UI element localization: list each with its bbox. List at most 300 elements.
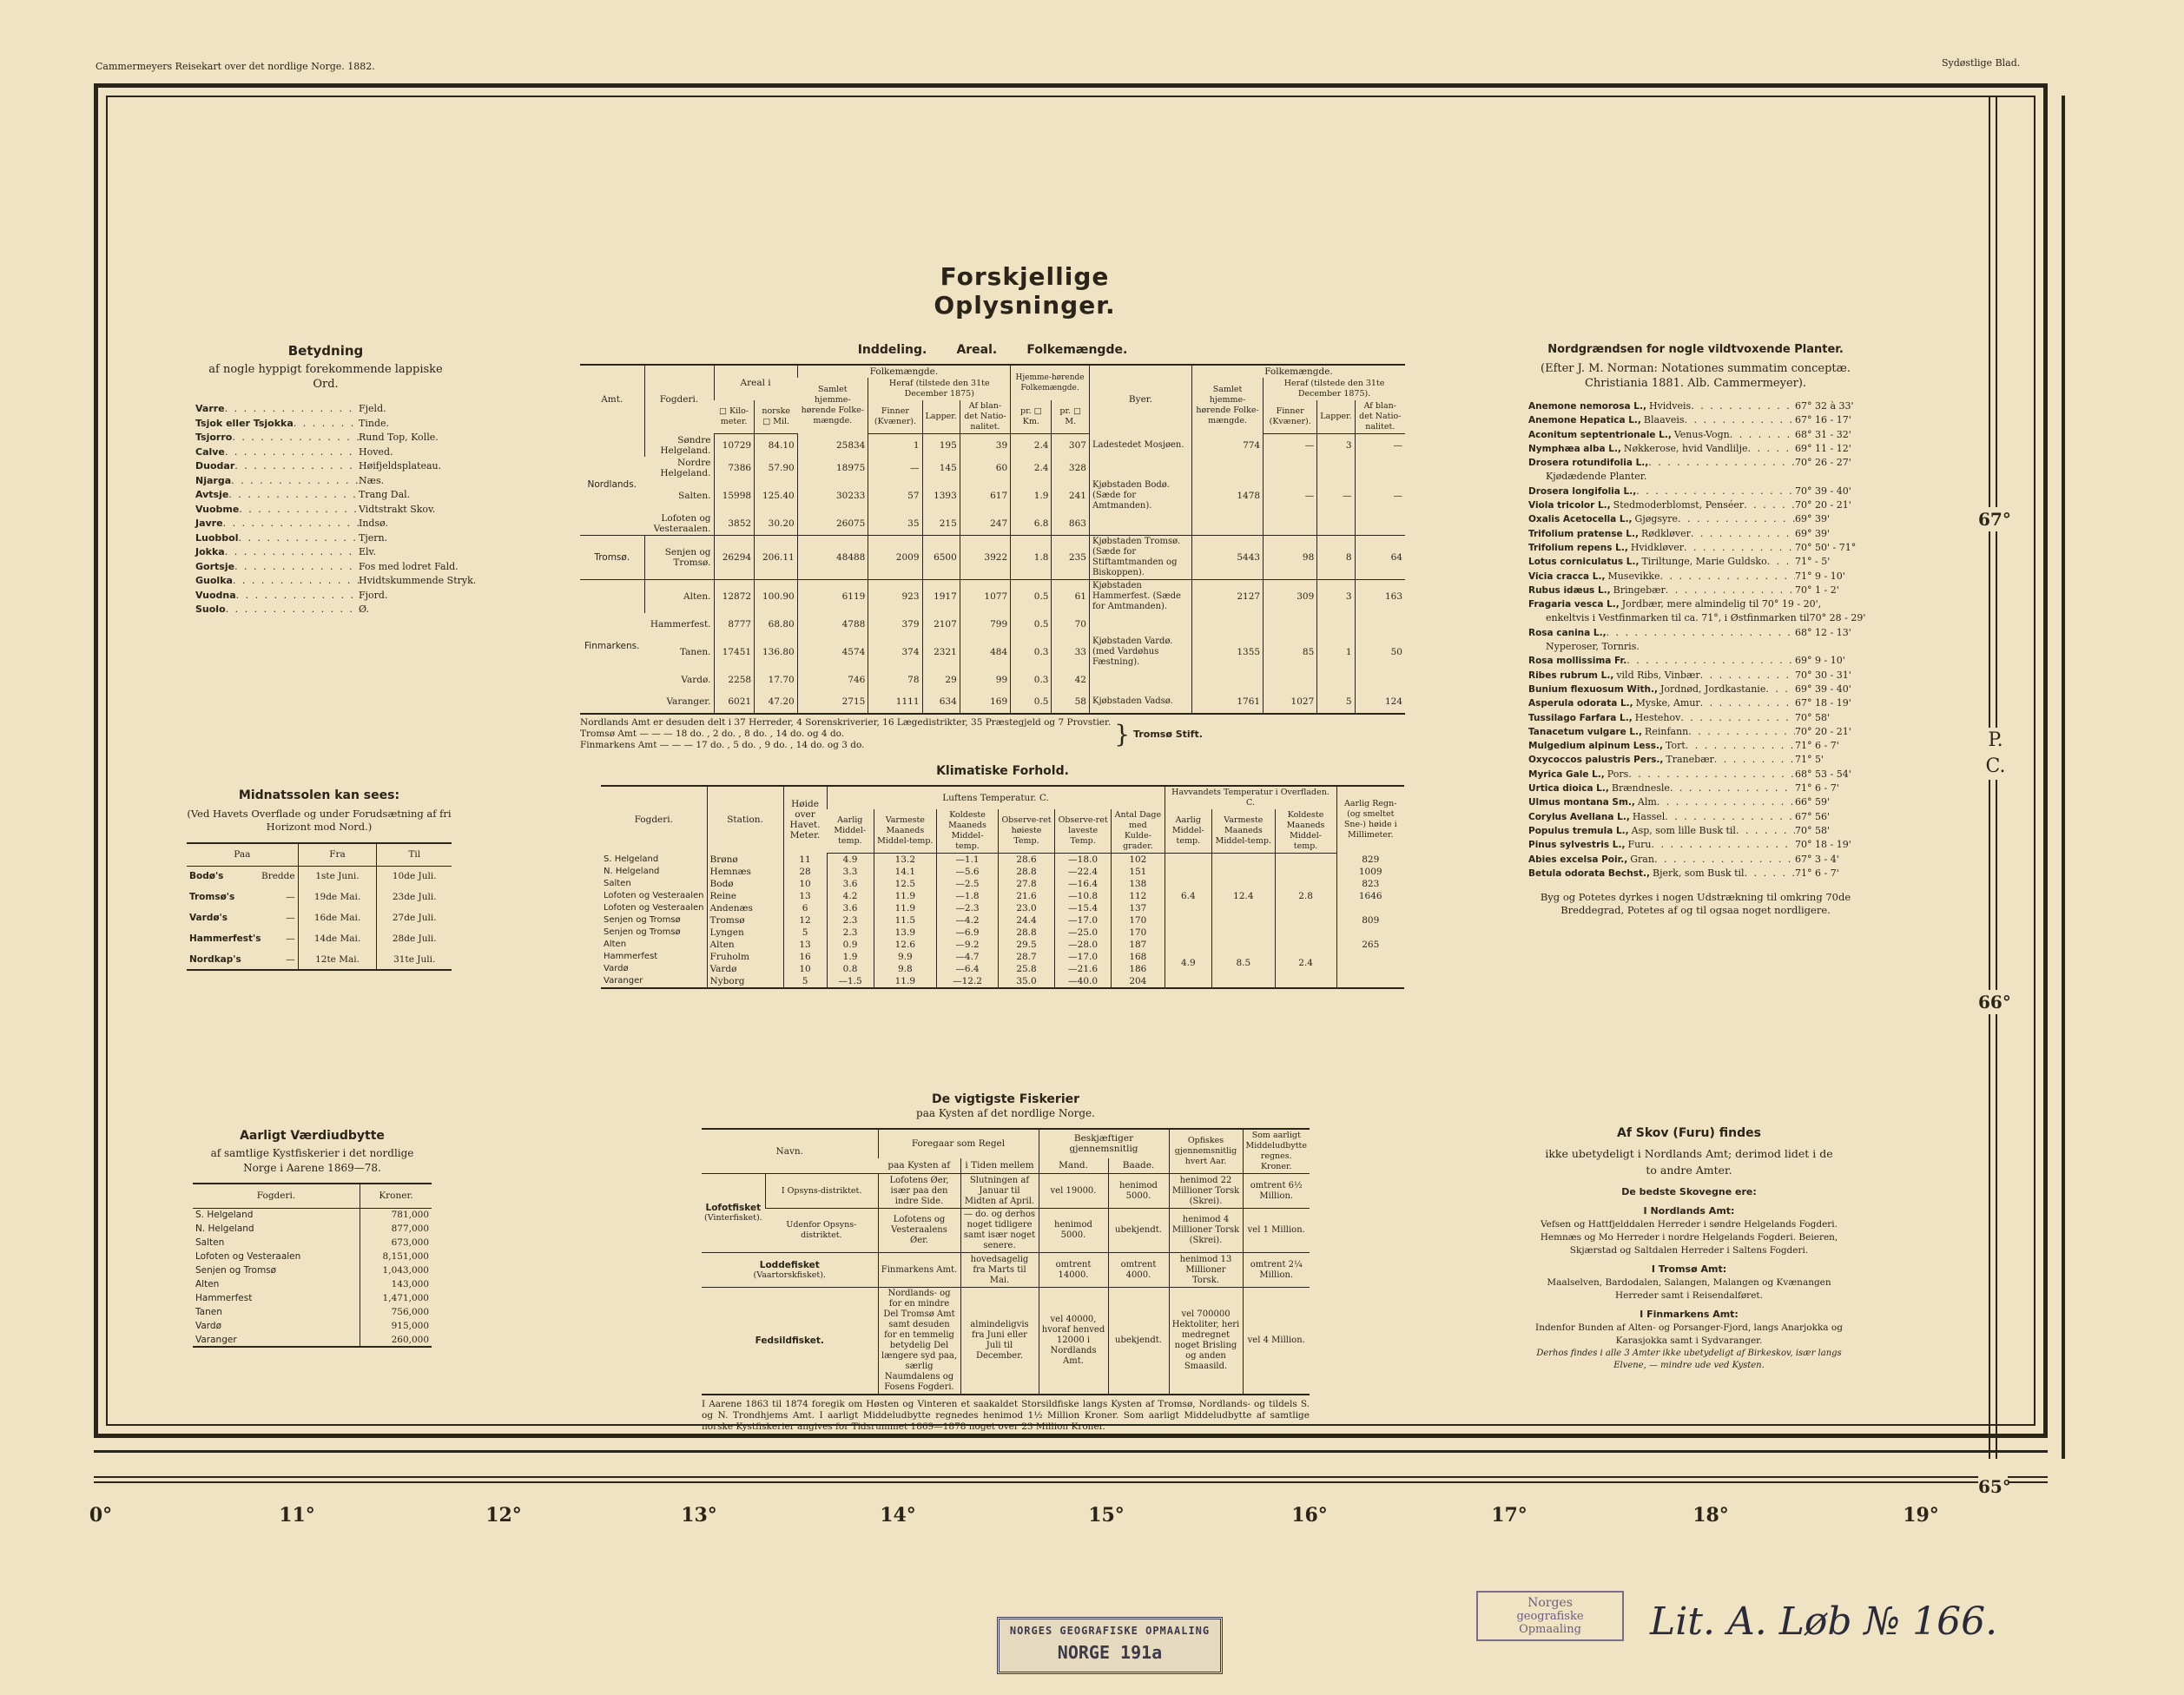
word-row [195,531,456,546]
plant-latitude: 70° 26 - 27' [1795,457,1851,469]
word-row [195,603,456,617]
klima-regn: 265 [1336,939,1404,951]
fisk-baade: ubekjendt. [1108,1209,1169,1253]
hav-varm: 8.5 [1212,939,1276,988]
word-meaning: Indsø. [359,518,389,529]
by-name: Kjøbstaden Hammerfest. (Sæde for Amtmanden). [1089,579,1191,613]
midnat-to: 28de Juli. [377,928,452,949]
leader-dots [1736,824,1795,838]
lappish-word: Avtsje [195,489,229,500]
cell-bland: 799 [960,613,1010,636]
table-row [193,1250,432,1263]
plant-latitude: 68° 12 - 13' [1795,626,1851,638]
table-row [187,907,452,928]
plant-norwegian: Reinfann [1645,725,1689,737]
cell-pm: 33 [1052,636,1090,669]
klima-ol: —16.4 [1055,878,1112,890]
lappish-word: Tsjok eller Tsjokka [195,417,294,429]
place-name: Hammerfest's [189,933,261,944]
border-line [2062,96,2065,1459]
fisk-col-mand: Mand. [1039,1158,1108,1174]
klima-fogderi: S. Helgeland [604,854,659,864]
plant-latin: Aconitum septentrionale L., [1528,429,1672,440]
cell-blap [1317,457,1355,479]
table-row [193,1236,432,1250]
plant-latin: Anemone Hepatica L., [1528,415,1641,426]
header-left: Cammermeyers Reisekart over det nordlige Norge. 1882. [96,61,375,72]
cell-bland: 99 [960,669,1010,691]
vaerdi-kroner: 1,043,000 [360,1263,432,1277]
leader-dots [1691,527,1795,541]
fogderi-name: Søndre Helgeland. [644,434,714,457]
plant-norwegian: Brændnesle [1611,782,1670,795]
word-row [195,574,477,589]
klima-d: 168 [1112,951,1165,963]
skov-finmark-heading: I Finmarkens Amt: [1640,1309,1739,1320]
plant-norwegian: Bringebær [1613,584,1666,596]
plant-row [1528,626,1863,640]
klima-d: 138 [1112,878,1165,890]
klima-oh: 27.8 [998,878,1054,890]
table-row [193,1333,432,1347]
fisk-mand: vel 19000. [1039,1174,1108,1209]
header-right: Sydøstlige Blad. [1942,57,2021,69]
cell-bland: 484 [960,636,1010,669]
word-meaning: Fjeld. [359,403,386,414]
cell-km: 7386 [714,457,755,479]
skov-bedste: De bedste Skovegne ere: [1621,1186,1757,1197]
word-meaning: Ø. [359,603,369,615]
lappish-word: Varre [195,403,225,414]
midnat-to: 31te Juli. [377,949,452,970]
fisk-baade: omtrent 4000. [1108,1253,1169,1288]
leader-dots [1700,696,1795,710]
plant-latitude: 67° 3 - 4' [1795,853,1839,865]
table-row [580,457,1405,479]
klima-col-hoide: Høide over Havet. Meter. [783,786,827,854]
leader-dots [238,531,359,546]
table-row [193,1222,432,1236]
word-meaning: Elv. [359,546,376,557]
skov-tromso: Maalselven, Bardodalen, Salangen, Malangen og Kvænangen Herreder samt i Reisendalføret. [1547,1277,1831,1301]
leader-dots [1700,669,1795,683]
vaerdi-fogderi: Vardø [195,1321,222,1331]
leader-dots [226,603,359,617]
hav-aarlig: 4.9 [1165,939,1212,988]
cell-folk: 30233 [797,479,868,512]
cell-pkm: 0.3 [1011,636,1052,669]
word-row [195,589,456,603]
cell-blap [1317,669,1355,691]
vaerdi-title: Aarligt Værdiudbytte [240,1129,385,1143]
plant-row [1528,428,1863,442]
klima-d: 112 [1112,890,1165,902]
klima-v: 11.9 [874,890,937,902]
cell-pkm: 2.4 [1011,434,1052,457]
word-meaning: Tinde. [359,417,389,429]
klima-oh: 28.7 [998,951,1054,963]
klima-regn: 823 [1336,878,1404,890]
fisk-navn [702,1288,878,1395]
klima-v: 11.9 [874,975,937,988]
plant-latin: Lotus corniculatus L., [1528,557,1640,568]
klima-col-hkold: Koldeste Maaneds Middel-temp. [1275,809,1336,854]
cell-bbl: 64 [1355,535,1405,579]
planter-subtitle1: (Efter J. M. Norman: Notationes summatim conceptæ. [1541,362,1851,375]
fisk-tid: hovedsagelig fra Marts til Mai. [960,1253,1039,1288]
fisk-fisk: henimod 22 Millioner Torsk (Skrei). [1169,1174,1243,1209]
plant-norwegian: Myske, Amur [1635,697,1700,709]
plant-row [1528,739,1863,753]
betydning-title: Betydning [287,343,364,359]
word-row [195,417,456,432]
col-finner: Finner (Kvæner). [868,400,922,434]
vaerdi-kroner: 1,471,000 [360,1291,432,1305]
cell-finner: 35 [868,512,922,536]
table-row [580,535,1405,579]
plant-latitude: 69° 9 - 10' [1795,655,1845,667]
plant-row [1528,683,1863,696]
table-row [187,887,452,907]
leader-dots [234,560,359,575]
cell-blap: 1 [1317,636,1355,669]
border-line [94,1476,2048,1478]
klima-ol: —21.6 [1055,963,1112,975]
by-name [1089,512,1191,536]
cell-km: 8777 [714,613,755,636]
klima-a: 1.9 [827,951,874,963]
lappish-word: Vuobme [195,503,240,515]
plant-latitude: 68° 31 - 32' [1795,428,1851,440]
leader-dots [1652,838,1796,852]
word-row [195,488,456,503]
plant-latitude: 70° 39 - 40' [1795,485,1851,497]
cell-folk: 26075 [797,512,868,536]
plant-latitude: 70° 1 - 2' [1795,584,1839,596]
plant-latitude: 67° 56' [1795,810,1831,822]
klima-v: 13.2 [874,854,937,867]
plant-latitude: 70° 20 - 21' [1795,499,1851,511]
skov-nordlands-heading: I Nordlands Amt: [1643,1205,1735,1217]
leader-dots [1730,428,1795,442]
klima-d: 102 [1112,854,1165,867]
leader-dots [1636,485,1795,498]
klima-h: 11 [783,854,827,867]
leader-dots [225,545,359,560]
planter-list [1528,399,1866,880]
cell-bfin: 85 [1264,636,1317,669]
plant-latin: Populus tremula L., [1528,825,1629,836]
col-heraf2: Heraf (tilstede den 31te December 1875). [1264,378,1405,400]
longitude-label: 18° [1692,1504,1729,1527]
cell-blap: 3 [1317,434,1355,457]
cell-blap: 5 [1317,691,1355,714]
fisk-navn-main: Lofotfisket [705,1203,762,1213]
fisk-col-tid: i Tiden mellem [960,1158,1039,1174]
cell-bfolk [1191,613,1263,636]
klima-ol: —17.0 [1055,914,1112,927]
fiskerier-title: De vigtigste Fiskerier [931,1092,1080,1106]
klima-k: —6.4 [937,963,999,975]
cell-pkm: 0.3 [1011,669,1052,691]
cell-bbl [1355,457,1405,479]
longitude-label: 15° [1088,1504,1125,1527]
klima-regn [1336,951,1404,963]
plant-row [1528,442,1863,456]
plant-latin: Rubus idæus L., [1528,584,1611,596]
table-row [193,1263,432,1277]
klima-col-regn: Aarlig Regn- (og smeltet Sne-) høide i Millimeter. [1336,786,1404,854]
pc-label [1982,728,2009,780]
klima-ol: —10.8 [1055,890,1112,902]
klima-col-kold: Koldeste Maaneds Middel-temp. [937,809,999,854]
by-name: Kjøbstaden Vardø. (med Vardøhus Fæstning). [1089,636,1191,669]
word-row [195,545,456,560]
plant-latin: Fragaria vesca L., [1528,599,1620,610]
plant-row [1528,838,1863,852]
klima-oh: 28.8 [998,866,1054,878]
klima-oh: 25.8 [998,963,1054,975]
cell-lapper: 1393 [922,479,960,512]
cell-bfin: 98 [1264,535,1317,579]
col-mil: norske □ Mil. [755,400,798,434]
leader-dots [1648,456,1795,470]
klima-ol: —22.4 [1055,866,1112,878]
klima-h: 10 [783,963,827,975]
plant-latin: Trifolium repens L., [1528,542,1628,553]
plant-latitude: 69° 39' [1795,527,1831,539]
fisk-col-besk: Beskjæftiger gjennemsnitlig [1039,1129,1169,1158]
plant-norwegian: Alm [1637,796,1657,808]
place-name: Bodø's [189,871,224,882]
cell-bland: 60 [960,457,1010,479]
vaerdi-fogderi: Varanger [195,1334,237,1345]
leader-dots [1660,570,1795,584]
vaerdi-kroner: 8,151,000 [360,1250,432,1263]
plant-latin: Asperula odorata L., [1528,698,1633,709]
plant-latitude: 70° 50' - 71° [1795,541,1857,553]
klima-station: Reine [707,890,783,902]
by-name [1089,669,1191,691]
klima-regn [1336,975,1404,988]
fisk-col-opfisk: Opfiskes gjennemsnitlig hvert Aar. [1169,1129,1243,1174]
plant-norwegian: vild Ribs, Vinbær [1616,669,1700,681]
border-line [94,1450,2048,1453]
second-stamp [1476,1591,1624,1641]
plant-latitude: 71° - 5' [1795,556,1831,568]
place-extra: — [286,933,295,944]
word-meaning: Vidtstrakt Skov. [359,503,436,515]
lappish-word: Calve [195,445,225,458]
midnat-from: 19de Mai. [298,887,377,907]
plant-norwegian: Gjøgsyre [1634,513,1679,525]
cell-bbl: — [1355,434,1405,457]
leader-dots [1678,512,1795,526]
klima-fogderi: Salten [604,879,631,888]
klima-table [601,785,1404,989]
klima-fogderi: Hammerfest [604,952,658,961]
klima-h: 12 [783,914,827,927]
cell-lapper: 2107 [922,613,960,636]
klima-station: Andenæs [707,902,783,914]
klima-k: —2.5 [937,878,999,890]
latitude-label: 66° [1978,992,2011,1012]
cell-bland: 3922 [960,535,1010,579]
cell-finner: 379 [868,613,922,636]
cell-lapper: 29 [922,669,960,691]
klima-col-varm: Varmeste Maaneds Middel-temp. [874,809,937,854]
fisk-tid: Slutningen af Januar til Midten af April. [960,1174,1039,1209]
cell-blap: 3 [1317,579,1355,613]
word-meaning: Hoved. [359,445,393,458]
longitude-label: 14° [880,1504,916,1527]
plant-norwegian: Furu [1627,839,1652,851]
col-folk: Folkemængde. [797,365,1010,378]
table-row [580,512,1405,536]
plant-row [1528,399,1863,413]
cell-finner: 78 [868,669,922,691]
col-samlet: Samlet hjemme-hørende Folke-mængde. [801,385,864,426]
table-row [580,479,1405,512]
klima-d: 186 [1112,963,1165,975]
cell-bfolk: 1355 [1191,636,1263,669]
cell-blap: 8 [1317,535,1355,579]
fogderi-name: Nordre Helgeland. [660,457,711,478]
klima-a: —1.5 [827,975,874,988]
midnat-place [187,907,298,928]
klima-fogderi: Senjen og Tromsø [604,927,681,937]
cell-bfin: 309 [1264,579,1317,613]
cell-folk: 4574 [797,636,868,669]
leader-dots [231,474,359,489]
col-folk2: Folkemængde. [1191,365,1405,378]
table-row [580,434,1405,457]
table-row [580,636,1405,669]
word-meaning: Høifjeldsplateau. [359,460,442,472]
lappish-word: Javre [195,518,223,529]
fisk-col-baade: Baade. [1108,1158,1169,1174]
cell-bbl: 163 [1355,579,1405,613]
skov-section [1524,1126,1854,1372]
plant-row [1528,485,1863,498]
planter-title: Nordgrændsen for nogle vildtvoxende Planter. [1547,343,1844,356]
vaerdi-fogderi: Hammerfest [195,1293,253,1303]
plant-latin: Drosera longifolia L., [1528,485,1637,497]
leader-dots [223,517,359,531]
plant-row [1528,782,1863,795]
plant-latin: Myrica Gale L., [1528,768,1605,780]
vaerdi-section [193,1129,432,1348]
archive-stamp [997,1617,1223,1674]
plant-latin: Tussilago Farfara L., [1528,712,1633,723]
second-stamp-line1: Norges [1527,1596,1573,1610]
klima-d: 137 [1112,902,1165,914]
by-name: Kjøbstaden Tromsø. (Sæde for Stiftamtmanden og Biskoppen). [1089,535,1191,579]
table-row [187,949,452,970]
leader-dots [1745,867,1795,880]
klima-col-obsh: Observe-ret høieste Temp. [998,809,1054,854]
klima-a: 2.3 [827,927,874,939]
cell-bfolk: 1478 [1191,479,1263,512]
word-meaning: Næs. [359,474,385,486]
vaerdi-kroner: 673,000 [360,1236,432,1250]
cell-bbl: 124 [1355,691,1405,714]
fiskerier-note: I Aarene 1863 til 1874 foregik om Høsten og Vinteren et saakaldet Storsildfiske langs Kysten af Tromsø, Nordlands- og tildels S. og N. Trondhjems Amt. I aarligt Middeludbytte regnedes henimod 1½ Million Kroner. Som aarligt Middeludbytte af samtlige norske Kystfiskerier angives for Tidsrummet 1869—1878 noget over 23 Million Kroner. [702,1399,1310,1432]
pc-label-p: P. [1988,729,2003,751]
col-fogderi: Fogderi. [644,365,714,434]
cell-pkm: 2.4 [1011,457,1052,479]
col-byer: Byer. [1089,365,1191,434]
cell-bland: 247 [960,512,1010,536]
leader-dots [1748,442,1796,456]
fisk-navn-sub: (Vaartorskfisket). [753,1270,826,1280]
klima-a: 2.3 [827,914,874,927]
vaerdi-kroner: 915,000 [360,1319,432,1333]
cell-pm: 61 [1052,579,1090,613]
lappish-word: Jokka [195,546,225,557]
klima-col-obsl: Observe-ret laveste Temp. [1055,809,1112,854]
cell-finner: 57 [868,479,922,512]
word-row [195,402,456,417]
brace-icon: } [1114,719,1131,749]
cell-folk: 4788 [797,613,868,636]
cell-mil: 30.20 [755,512,798,536]
by-name: Ladestedet Mosjøen. [1089,434,1191,457]
cell-km: 17451 [714,636,755,669]
fisk-tid: almindeligvis fra Juni eller Juli til December. [960,1288,1039,1395]
table-row [702,1209,1310,1253]
leader-dots [1680,711,1795,725]
plant-latitude: 67° 16 - 17' [1795,414,1851,426]
cell-pm: 235 [1052,535,1090,579]
klima-v: 14.1 [874,866,937,878]
cell-km: 15998 [714,479,755,512]
word-meaning: Fos med lodret Fald. [359,560,459,572]
klima-station: Alten [707,939,783,951]
fogderi-name: Varanger. [666,696,711,707]
longitude-label: 0° [89,1504,113,1527]
fisk-kyst: Lofotens og Vesteraalens Øer. [878,1209,960,1253]
cell-bfin [1264,613,1317,636]
leader-dots [1691,399,1795,413]
fiskerier-subtitle: paa Kysten af det nordlige Norge. [916,1107,1095,1119]
plant-norwegian: Gran [1630,853,1654,865]
place-name: Tromsø's [189,892,235,902]
cell-lapper: 215 [922,512,960,536]
klima-v: 9.9 [874,951,937,963]
leader-dots [1654,853,1795,867]
cell-bbl: 50 [1355,636,1405,669]
cell-finner: 374 [868,636,922,669]
klima-oh: 28.6 [998,854,1054,867]
fiskerier-table [702,1128,1310,1395]
vaerdi-kroner: 756,000 [360,1305,432,1319]
hav-aarlig: 6.4 [1165,854,1212,940]
plant-latitude: 69° 39 - 40' [1795,683,1851,695]
plant-latin: Viola tricolor L., [1528,500,1611,511]
fisk-mand: omtrent 14000. [1039,1253,1108,1288]
plant-latin: Betula odorata Bechst., [1528,867,1650,879]
inddeling-notes [580,717,1405,751]
midnat-to: 10de Juli. [377,866,452,887]
table-row [601,939,1404,951]
cell-folk: 6119 [797,579,868,613]
word-meaning: Rund Top, Kolle. [359,432,439,443]
cell-bfolk: 1761 [1191,691,1263,714]
midnat-place [187,928,298,949]
vaerdi-fogderi: N. Helgeland [195,1223,254,1234]
second-stamp-line2: geografiske Opmaaling [1516,1610,1584,1636]
